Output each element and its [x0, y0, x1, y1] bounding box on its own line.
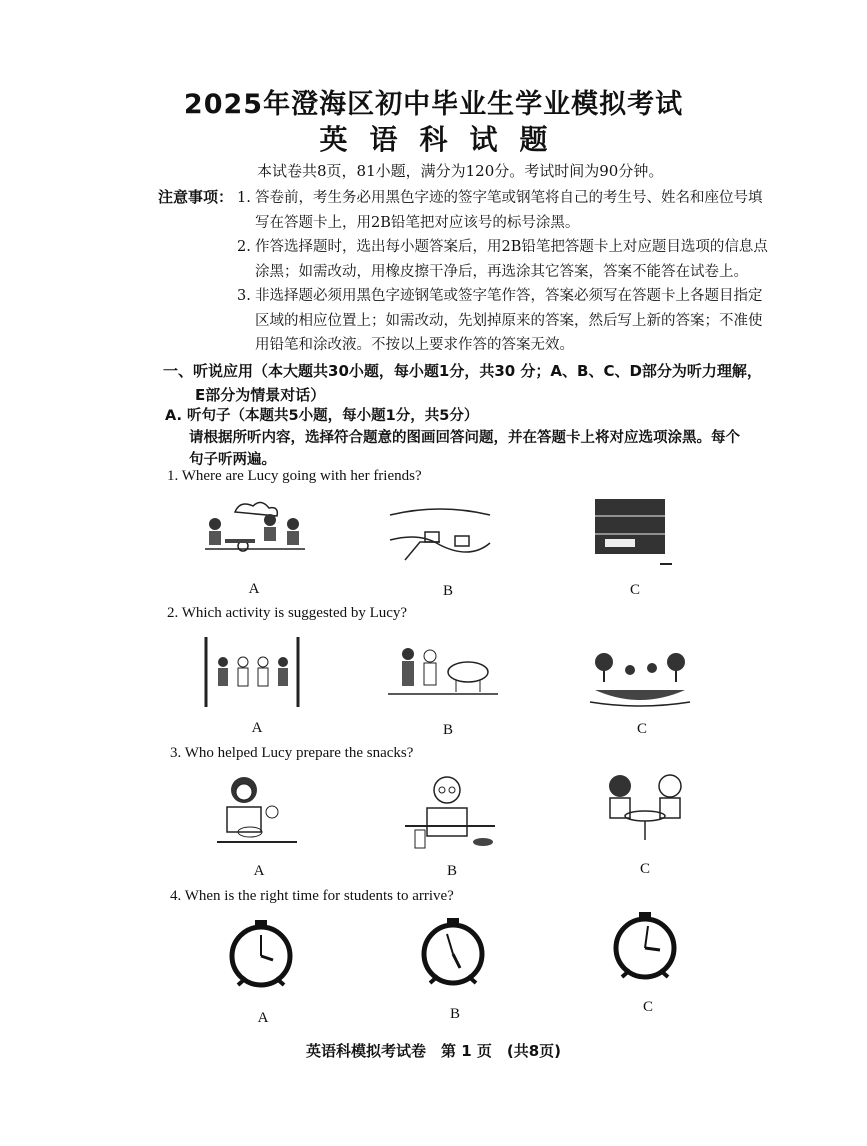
- q3-picture-c-friends: [598, 770, 693, 842]
- instruction-line: 句子听两遍。: [189, 452, 276, 468]
- q3-option-a: A: [253, 863, 265, 879]
- q3-option-c: C: [639, 861, 650, 877]
- q2-option-c: C: [636, 721, 647, 737]
- part-a-title: A. 听句子（本题共5小题，每小题1分，共5分）: [165, 408, 479, 424]
- q2-picture-a-meeting: [198, 632, 313, 712]
- q4-option-b: B: [449, 1006, 460, 1022]
- notice-item-3: [237, 284, 812, 358]
- notice-item-text: 涂黑；如需改动，用橡皮擦干净后，再选涂其它答案，答案不能答在试卷上。: [255, 263, 748, 280]
- notice-item-text: 非选择题必须用黑色字迹钢笔或签字笔作答，答案必须写在答题卡上各题目指定: [255, 288, 763, 304]
- q3-picture-b-grandfather: [405, 770, 497, 855]
- instruction-line: 请根据所听内容，选择符合题意的图画回答问题，并在答题卡上将对应选项涂黑。每个: [189, 430, 740, 446]
- q4-picture-a-clock: [228, 920, 294, 990]
- q4-option-a: A: [257, 1010, 269, 1026]
- section-heading-line: 一、听说应用（本大题共30小题，每小题1分，共30 分；A、B、C、D部分为听力理解，: [163, 362, 762, 380]
- part-a-instructions: [189, 427, 812, 471]
- page-footer: 英语科模拟考试卷 第 1 页 (共8页): [305, 1042, 562, 1060]
- notice-item-2: [237, 235, 812, 284]
- notice-item-text: 写在答题卡上，用2B铅笔把对应该号的标号涂黑。: [255, 214, 580, 231]
- section-heading: [163, 359, 813, 407]
- q1-picture-c-library: [590, 494, 675, 569]
- q3-picture-a-mother: [212, 772, 302, 857]
- q1-picture-a-park: [195, 494, 310, 564]
- question-4: 4. When is the right time for students to arrive?: [170, 888, 454, 904]
- question-3: 3. Who helped Lucy prepare the snacks?: [170, 745, 414, 761]
- notice-label: 注意事项：: [158, 188, 234, 206]
- notice-item-text: 区域的相应位置上；如需改动，先划掉原来的答案，然后写上新的答案；不准使: [255, 312, 763, 329]
- q3-option-b: B: [446, 863, 457, 879]
- q1-picture-b-riverside: [385, 500, 495, 565]
- q2-picture-c-boating: [590, 632, 690, 707]
- q4-picture-b-clock: [420, 918, 486, 988]
- q1-option-a: A: [248, 581, 260, 597]
- notice-item-num: 1.: [237, 190, 251, 206]
- question-2: 2. Which activity is suggested by Lucy?: [167, 605, 408, 621]
- notice-item-1: [237, 186, 812, 235]
- q1-option-b: B: [442, 583, 453, 599]
- notice-item-text: 答卷前，考生务必用黑色字迹的签字笔或钢笔将自己的考生号、姓名和座位号填: [255, 190, 763, 206]
- notice-item-num: 3.: [237, 288, 251, 304]
- exam-meta: 本试卷共8页，81小题，满分为120分。考试时间为90分钟。: [257, 162, 664, 180]
- q1-option-c: C: [629, 582, 640, 598]
- q2-option-a: A: [251, 720, 263, 736]
- q4-option-c: C: [642, 999, 653, 1015]
- notice-item-num: 2.: [237, 239, 251, 255]
- q2-picture-b-farm: [388, 642, 498, 702]
- exam-subtitle: 英语科试题: [319, 123, 570, 156]
- q4-picture-c-clock: [612, 912, 678, 982]
- notice-item-text: 作答选择题时，选出每小题答案后，用2B铅笔把答题卡上对应题目选项的信息点: [255, 239, 768, 255]
- q2-option-b: B: [442, 722, 453, 738]
- notice-item-text: 用铅笔和涂改液。不按以上要求作答的答案无效。: [255, 337, 574, 353]
- question-1: 1. Where are Lucy going with her friends?: [167, 468, 422, 484]
- section-heading-line: E部分为情景对话）: [195, 386, 326, 404]
- exam-title: 2025年澄海区初中毕业生学业模拟考试: [183, 89, 684, 120]
